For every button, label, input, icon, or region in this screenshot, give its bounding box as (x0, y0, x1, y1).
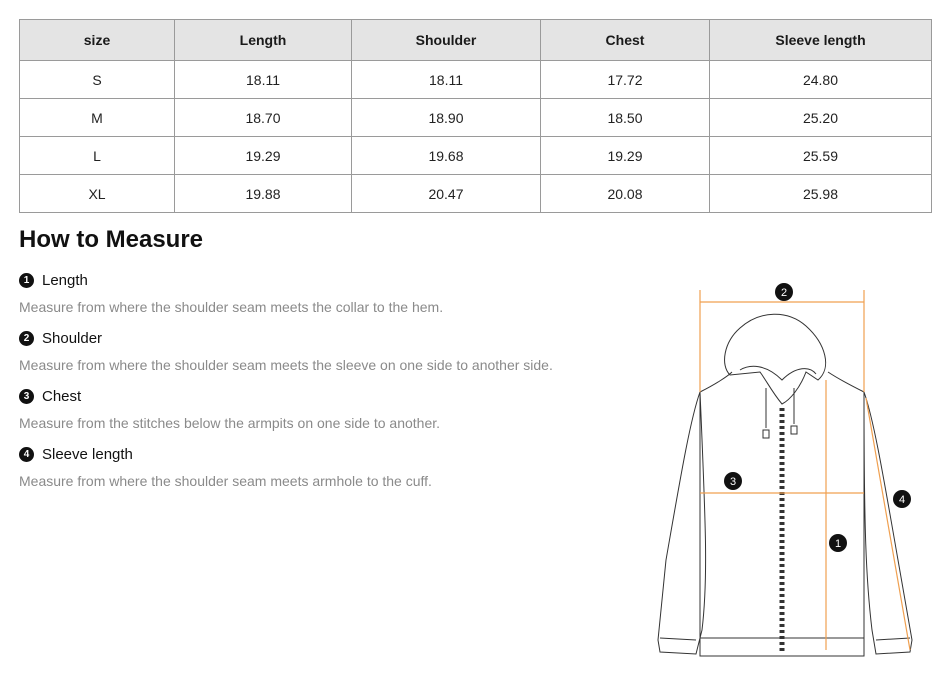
measure-item-chest (19, 386, 619, 444)
header-length: Length (175, 20, 352, 61)
table-row (20, 175, 932, 213)
table-row (20, 137, 932, 175)
cell-shoulder: 20.47 (352, 175, 541, 213)
number-2-icon: 2 (19, 331, 34, 346)
measure-description: Measure from where the shoulder seam meets the collar to the hem. (19, 299, 444, 315)
table-header-row (20, 20, 932, 61)
number-3-icon: 3 (19, 389, 34, 404)
cell-shoulder: 18.11 (352, 61, 541, 99)
cell-length: 19.29 (175, 137, 352, 175)
measure-description: Measure from where the shoulder seam meets armhole to the cuff. (19, 473, 432, 489)
measure-item-length (19, 270, 619, 328)
marker-4-icon (893, 490, 911, 508)
cell-sleeve-length: 24.80 (710, 61, 932, 99)
hoodie-measurement-diagram (620, 280, 940, 670)
shoulder-measure-line (700, 290, 864, 392)
measure-name: Sleeve length (42, 445, 133, 463)
cell-length: 18.11 (175, 61, 352, 99)
header-shoulder: Shoulder (352, 20, 541, 61)
header-chest: Chest (541, 20, 710, 61)
measure-name: Chest (42, 387, 82, 405)
marker-3-icon (724, 472, 742, 490)
cell-sleeve-length: 25.59 (710, 137, 932, 175)
cell-size: XL (20, 175, 175, 213)
header-size: size (20, 20, 175, 61)
cell-chest: 19.29 (541, 137, 710, 175)
measure-name: Length (42, 271, 88, 289)
cell-size: S (20, 61, 175, 99)
how-to-measure-title: How to Measure (19, 226, 204, 253)
size-chart-table (19, 19, 932, 213)
hood-outline (725, 314, 826, 404)
svg-text:4: 4 (898, 494, 906, 506)
measure-instructions (19, 270, 619, 502)
measure-description: Measure from the stitches below the armpits on one side to another. (19, 415, 441, 431)
measure-item-shoulder (19, 328, 619, 386)
table-row (20, 61, 932, 99)
marker-1-icon (829, 534, 847, 552)
number-1-icon: 1 (19, 273, 34, 288)
sleeve-measure-line (866, 398, 910, 650)
cell-length: 18.70 (175, 99, 352, 137)
marker-2-icon (775, 283, 793, 301)
number-4-icon: 4 (19, 447, 34, 462)
svg-text:3: 3 (729, 476, 737, 488)
cell-chest: 17.72 (541, 61, 710, 99)
svg-text:1: 1 (834, 538, 842, 550)
cell-chest: 18.50 (541, 99, 710, 137)
cell-chest: 20.08 (541, 175, 710, 213)
measure-name: Shoulder (42, 329, 103, 347)
measure-description: Measure from where the shoulder seam meets the sleeve on one side to another side. (19, 357, 553, 373)
cell-sleeve-length: 25.20 (710, 99, 932, 137)
cell-length: 19.88 (175, 175, 352, 213)
cell-size: L (20, 137, 175, 175)
header-sleeve-length: Sleeve length (710, 20, 932, 61)
cell-shoulder: 18.90 (352, 99, 541, 137)
measure-item-sleeve-length (19, 444, 619, 502)
cell-size: M (20, 99, 175, 137)
cell-sleeve-length: 25.98 (710, 175, 932, 213)
table-row (20, 99, 932, 137)
jacket-left-outline (658, 392, 706, 654)
svg-text:2: 2 (780, 287, 788, 299)
cell-shoulder: 19.68 (352, 137, 541, 175)
